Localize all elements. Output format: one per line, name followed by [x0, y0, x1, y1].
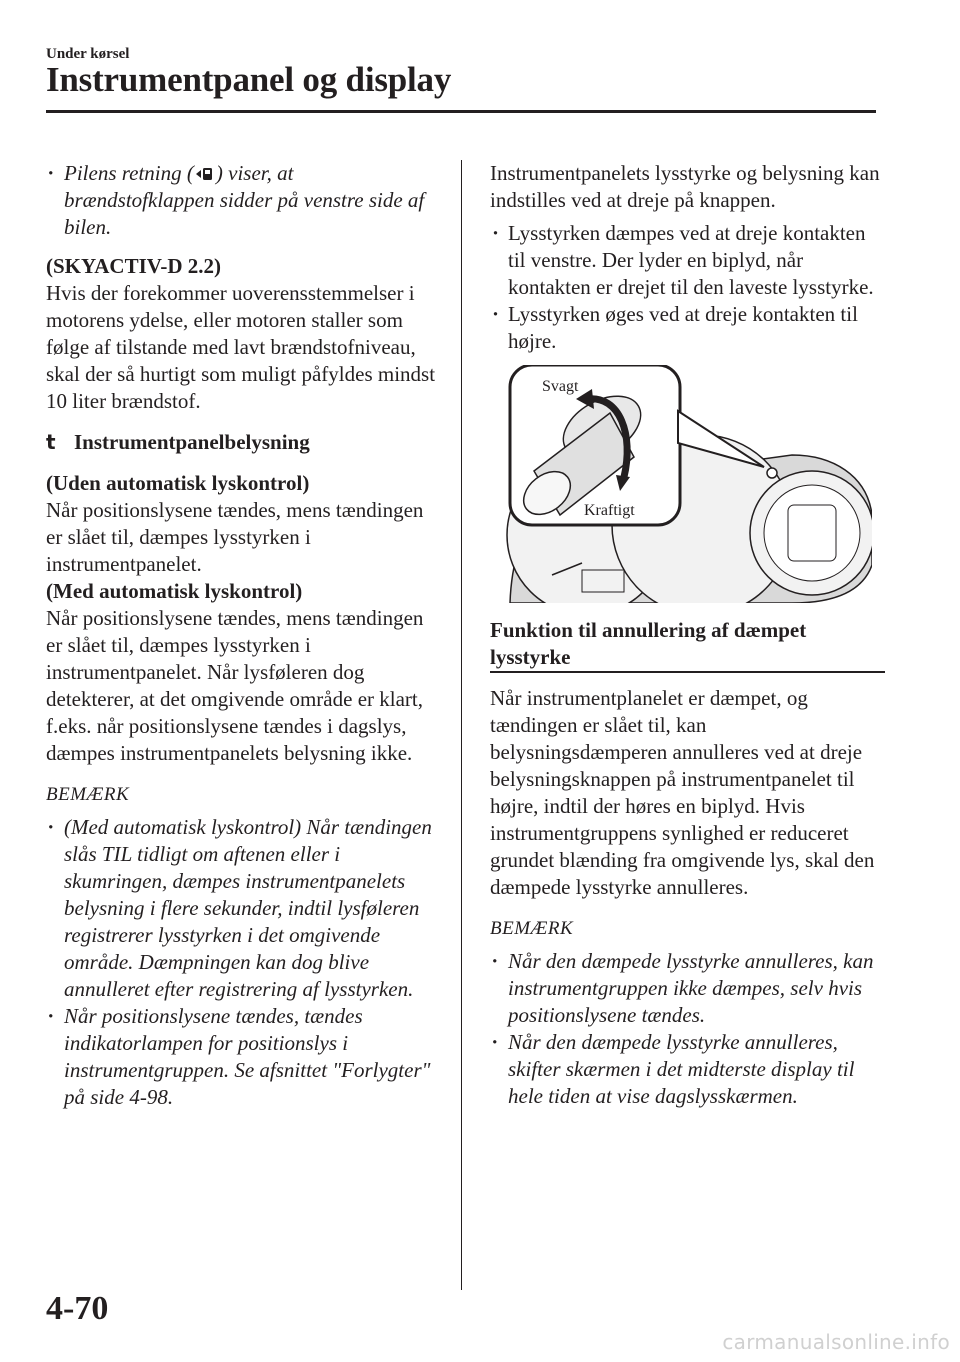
note-item: · (Med automatisk lyskontrol) Når tændingen slås TIL tidligt om aftenen eller i skumringen, dæmpes instrumentpanelets belysning i flere sekunder, indtil lysføleren registrerer lysstyrken i det omgivende område. Dæmpningen kan dog blive annulleret efter registrering af lysstyrken.	[46, 814, 441, 1003]
bullet-dim: · Lysstyrken dæmpes ved at dreje kontakten til venstre. Der lyder en biplyd, når kontakten er drejet til den laveste lysstyrke.	[490, 220, 885, 301]
section-heading-text: Instrumentpanelbelysning	[74, 430, 310, 454]
without-auto-heading: (Uden automatisk lyskontrol)	[46, 471, 310, 495]
fuel-note-part2: ) viser, at brændstofklappen sidder på venstre side af bilen.	[64, 161, 425, 239]
cancel-text: Når instrumentplanelet er dæmpet, og tændingen er slået til, kan belysningsdæmperen annulleres ved at dreje belysningsknappen på instrumentpanelet til højre, indtil der høres en biplyd. Hvis instrumentgruppens synlighed er reduceret grundet blænding fra omgivende lys, skal den dæmpede lysstyrke annulleres.	[490, 686, 875, 899]
label-bright: Kraftigt	[584, 502, 635, 519]
fuel-door-note	[46, 160, 441, 241]
bullet-bright: · Lysstyrken øges ved at dreje kontakten til højre.	[490, 301, 885, 355]
without-auto-text: Når positionslysene tændes, mens tændingen er slået til, dæmpes lysstyrken i instrumentpanelet.	[46, 498, 424, 576]
with-auto-heading: (Med automatisk lyskontrol)	[46, 579, 303, 603]
label-dim: Svagt	[542, 378, 579, 395]
section-label: Under kørsel	[46, 46, 130, 62]
cancel-heading: Funktion til annullering af dæmpet lysstyrke	[490, 617, 885, 673]
note-item: · Når den dæmpede lysstyrke annulleres, skifter skærmen i det midterste display til hele tiden at vise dagslysskærmen.	[490, 1029, 885, 1110]
instrument-cluster-drawing	[492, 365, 872, 603]
skyactiv-heading: (SKYACTIV-D 2.2)	[46, 254, 222, 278]
column-divider	[461, 160, 462, 1290]
header-rule	[46, 110, 876, 113]
note-item: · Når den dæmpede lysstyrke annulleres, kan instrumentgruppen ikke dæmpes, selv hvis positionslysene tændes.	[490, 948, 885, 1029]
watermark: carmanualsonline.info	[722, 1330, 950, 1354]
section-heading	[46, 429, 441, 456]
with-auto-text: Når positionslysene tændes, mens tændingen er slået til, dæmpes lysstyrken i instrumentpanelet. Når lysføleren dog detekterer, at det omgivende område er klart, f.eks. når positionslysene tændes i dagslys, dæmpes instrumentpanelets belysning ikke.	[46, 606, 424, 765]
section-marker-icon: t	[46, 430, 56, 454]
fuel-note-part1: Pilens retning (	[64, 161, 194, 185]
note-label: BEMÆRK	[490, 918, 574, 939]
left-column	[46, 160, 441, 1111]
fuel-door-arrow-icon	[194, 163, 216, 181]
right-column	[490, 160, 885, 1110]
intro-text: Instrumentpanelets lysstyrke og belysning kan indstilles ved at dreje på knappen.	[490, 161, 880, 212]
page-title: Instrumentpanel og display	[46, 60, 452, 99]
dimmer-knob-illustration	[492, 365, 872, 603]
note-label: BEMÆRK	[46, 784, 130, 805]
page-number: 4-70	[46, 1290, 109, 1327]
note-item: · Når positionslysene tændes, tændes indikatorlampen for positionslys i instrumentgruppen. Se afsnittet "Forlygter" på side 4-98.	[46, 1003, 441, 1111]
skyactiv-text: Hvis der forekommer uoverensstemmelser i motorens ydelse, eller motoren staller som følge af tilstande med lavt brændstofniveau, skal der så hurtigt som muligt påfyldes mindst 10 liter brændstof.	[46, 281, 436, 413]
